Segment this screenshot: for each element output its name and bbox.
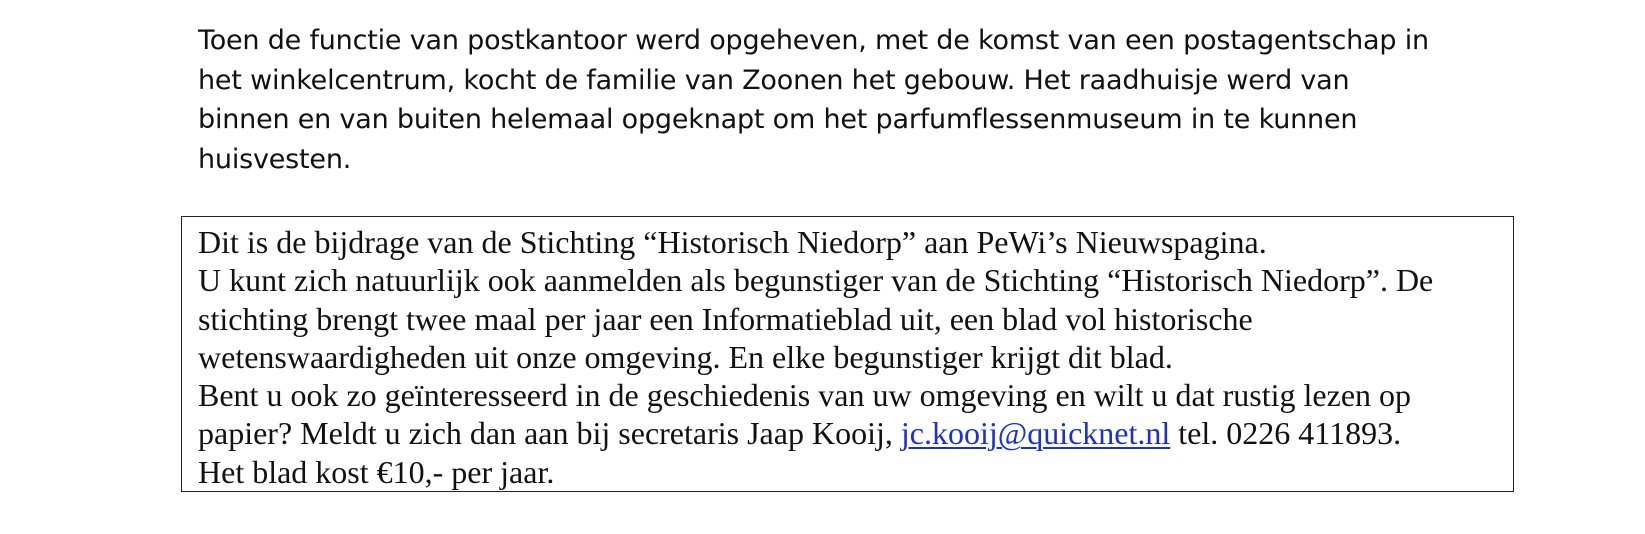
intro-line: binnen en van buiten helemaal opgeknapt om het parfumflessenmuseum in te kunnen — [198, 104, 1358, 135]
contact-text-after: tel. 0226 411893. — [1170, 415, 1402, 452]
info-line: Dit is de bijdrage van de Stichting “Historisch Niedorp” aan PeWi’s Nieuwspagina. — [198, 224, 1267, 260]
intro-line: het winkelcentrum, kocht de familie van Zoonen het gebouw. Het raadhuisje werd van — [198, 64, 1350, 96]
intro-line: Toen de functie van postkantoor werd opgeheven, met de komst van een postagentschap in — [198, 25, 1429, 56]
info-line: wetenswaardigheden uit onze omgeving. En elke begunstiger krijgt dit blad. — [198, 338, 1173, 375]
info-line: U kunt zich natuurlijk ook aanmelden als begunstiger van de Stichting “Historisch Niedorp”. De — [198, 262, 1434, 299]
info-line-contact — [198, 414, 1433, 452]
intro-line: huisvesten. — [198, 143, 352, 175]
contact-text-before: papier? Meldt u zich dan aan bij secretaris Jaap Kooij, — [198, 415, 901, 452]
info-box-text — [198, 223, 1433, 491]
info-line: Het blad kost €10,- per jaar. — [198, 453, 555, 490]
info-line: Bent u ook zo geïnteresseerd in de geschiedenis van uw omgeving en wilt u dat rustig lezen op — [198, 377, 1412, 414]
email-link[interactable]: jc.kooij@quicknet.nl — [900, 415, 1171, 452]
info-line: stichting brengt twee maal per jaar een Informatieblad uit, een blad vol historische — [198, 300, 1253, 337]
info-box — [181, 216, 1514, 492]
intro-paragraph — [198, 21, 1518, 179]
